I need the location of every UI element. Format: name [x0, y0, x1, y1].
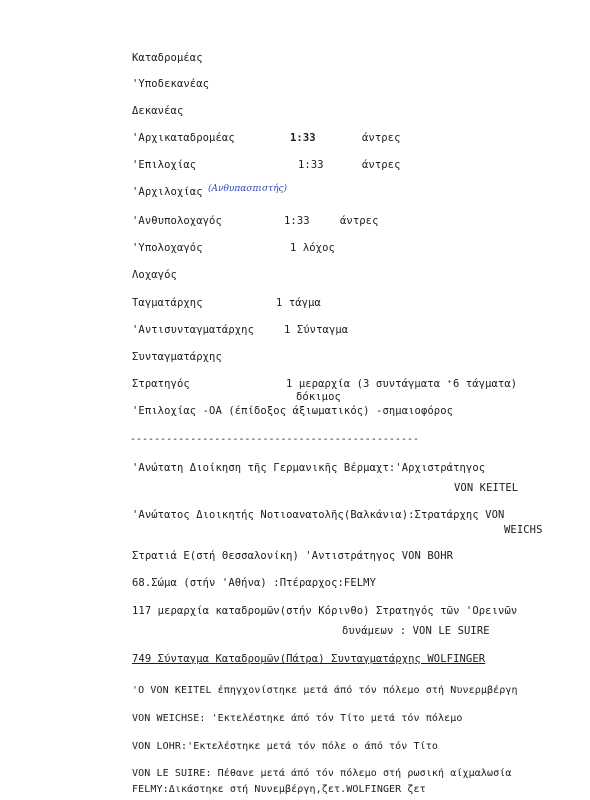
rank-label: 'Αρχιλοχίας — [132, 186, 203, 198]
dokimos-label: δόκιμος — [296, 391, 341, 403]
rank-label: Δεκανέας — [132, 105, 184, 117]
rank-ratio: 1:33 — [298, 159, 324, 171]
command-line: 68.Σώμα (στήν 'Αθήνα) :Πτέραρχος:FELMY — [132, 577, 377, 589]
separator-line: ------------------------------------------------ — [130, 434, 419, 445]
rank-label: 'Ανθυπολοχαγός — [132, 215, 222, 227]
rank-note: 1 Σύνταγμα — [284, 324, 349, 336]
rank-note: άντρες — [362, 159, 401, 171]
rank-label: Καταδρομέας — [132, 52, 203, 64]
command-line: 'Ανώτατος Διοικητής Νοτιοανατολῆς(Βαλκάνια):Στρατάρχης VON — [132, 509, 505, 521]
rank-note: 1 μεραρχία (3 συντάγματα ⁺6 τάγματα) — [286, 378, 518, 390]
rank-note: άντρες — [362, 132, 401, 144]
rank-note: 1 λόχος — [290, 242, 335, 254]
command-line: WEICHS — [504, 524, 543, 536]
rank-label: 'Επιλοχίας — [132, 159, 197, 171]
fate-line: FELMY:Δικάστηκε στή Νυνεμβέργη,ζετ.WOLFINGER ζετ — [132, 784, 426, 795]
rank-label: 'Αντισυνταγματάρχης — [132, 324, 255, 336]
rank-ratio: 1:33 — [290, 132, 316, 144]
rank-label: Ταγματάρχης — [132, 297, 203, 309]
command-line: VON KEITEL — [454, 482, 519, 494]
rank-label: 'Αρχικαταδρομέας — [132, 132, 235, 144]
rank-note: 1 τάγμα — [276, 297, 321, 309]
fate-line: 'Ο VON KEITEL έπηγχονίστηκε μετά άπό τόν πόλεμο στή Νυνερμβέργη — [132, 685, 518, 696]
rank-label: Συνταγματάρχης — [132, 351, 222, 363]
fate-line: VON WEICHSE: 'Εκτελέστηκε άπό τόν Τίτο μετά τόν πόλεμο — [132, 713, 463, 724]
command-line: δυνάμεων : VON LE SUIRE — [342, 625, 490, 637]
rank-label: Στρατηγός — [132, 378, 190, 390]
rank-note: άντρες — [340, 215, 379, 227]
fate-line: VON LOHR:'Εκτελέστηκε μετά τόν πόλε ο άπό τόν Τίτο — [132, 741, 439, 752]
command-line: 117 μεραρχία καταδρομῶν(στήν Κόρινθο) Στρατηγός τῶν 'Ορεινῶν — [132, 605, 518, 617]
handwritten-annotation: (Ανθυπασπιστής) — [208, 184, 288, 194]
command-line: 'Ανώτατη Διοίκηση τῆς Γερμανικῆς Βέρμαχτ:'Αρχιστράτηγος — [132, 462, 486, 474]
rank-label: Λοχαγός — [132, 269, 177, 281]
rank-label: 'Υποδεκανέας — [132, 78, 210, 90]
command-line: Στρατιά Ε(στή Θεσσαλονίκη) 'Αντιστράτηγος VON BOHR — [132, 550, 454, 562]
rank-label: 'Υπολοχαγός — [132, 242, 203, 254]
command-line: 749 Σύνταγμα Καταδρομῶν(Πάτρα) Συνταγματάρχης WOLFINGER — [132, 653, 486, 665]
fate-line: VON LE SUIRE: Πέθανε μετά άπό τόν πόλεμο στή ρωσική αίχμαλωσία — [132, 768, 512, 779]
epilochias-oa: 'Επιλοχίας -ΟΑ (έπίδοξος άξιωματικός) -σημαιοφόρος — [132, 405, 454, 417]
rank-ratio: 1:33 — [284, 215, 310, 227]
